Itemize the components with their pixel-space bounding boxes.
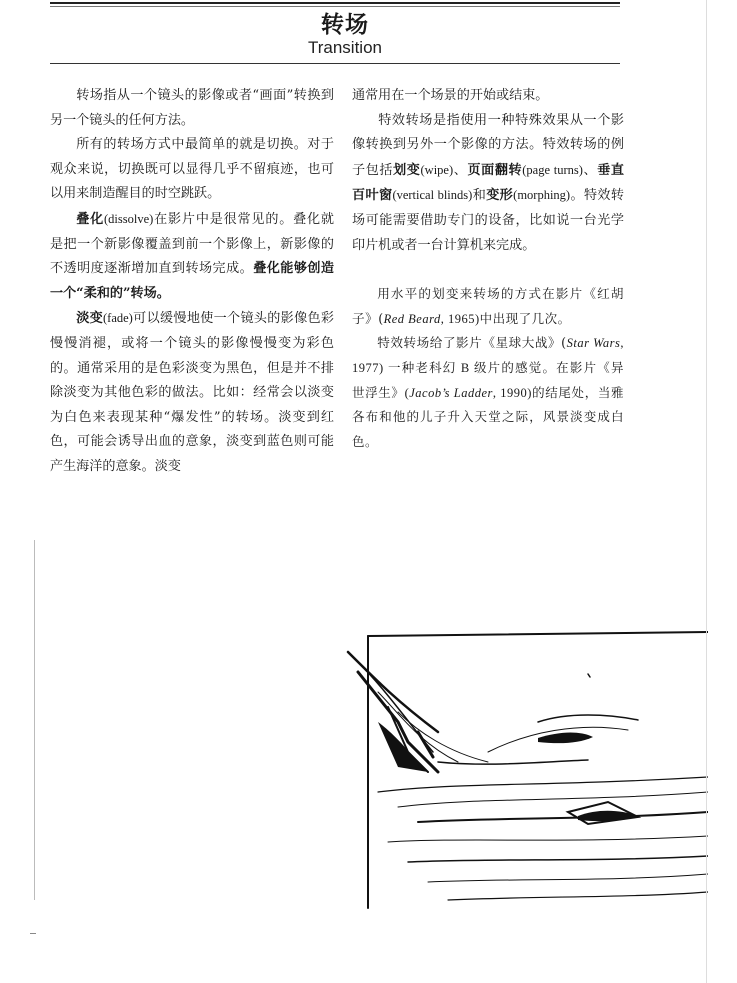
film-title: Jacob’s Ladder	[409, 385, 493, 400]
term-page-turns-en: (page turns)	[522, 162, 583, 177]
paragraph-fade	[50, 306, 334, 479]
separator: 、	[582, 162, 598, 178]
page-subtitle: Transition	[307, 38, 382, 57]
caption-text: 特效转场给了影片《星球大战》(	[377, 335, 567, 351]
effects-text-end: 。特效转场可能需要借助专门的设备，比如说一台光学印片机或者一台计算机来完成。	[352, 188, 625, 253]
term-fade-en: (fade)	[103, 311, 133, 326]
term-vertical-blinds: 垂直百叶窗	[352, 162, 625, 204]
caption-text: , 1977) 一种老科幻 B 级片的感觉。在影片《异世浮生》(	[352, 336, 624, 400]
term-fade: 淡变	[76, 311, 104, 327]
term-dissolve: 叠化	[76, 211, 104, 227]
paragraph-cut: 所有的转场方式中最简单的就是切换。对于观众来说，切换既可以显得几乎不留痕迹，也可以用来制造醒目的时空跳跃。	[50, 137, 334, 202]
term-wipe-en: (wipe)	[420, 162, 454, 177]
term-page-turns: 页面翻转	[467, 162, 523, 178]
paragraph-definition: 转场指从一个镜头的影像或者“画面”转换到另一个镜头的任何方法。	[50, 88, 334, 128]
film-title: Red Beard	[383, 311, 441, 326]
fade-text: 可以缓慢地使一个镜头的影像色彩慢慢消褪，或将一个镜头的影像慢慢变为彩色的。通常采用的是色彩淡变为黑色，但是并不排除淡变为其他色彩的做法。比如：经常会以淡变为白色来表现某种“爆发性”的转场。淡变到红色，可能会诱导出血的意象，淡变到蓝色则可能产生海洋的意象。淡变	[50, 311, 335, 474]
margin-line	[34, 540, 35, 900]
paragraph-dissolve	[50, 207, 334, 306]
caption-text: 用水平的划变来转场的方式在影片《红胡子》(	[352, 286, 624, 326]
separator: 、	[453, 162, 468, 178]
term-morphing: 变形	[486, 188, 514, 204]
right-column	[352, 84, 624, 454]
caption-text: , 1965)中出现了几次。	[440, 311, 571, 326]
film-title: Star Wars	[566, 336, 621, 351]
caption-star-wars	[352, 331, 624, 454]
margin-tick	[30, 933, 36, 934]
caption-text: , 1990)的结尾处，当雅各布和他的儿子升入天堂之际，风景淡变成白色。	[352, 385, 624, 449]
storyboard-sketch	[338, 612, 708, 912]
caption-red-beard	[352, 282, 624, 331]
paragraph-fade-continued: 通常用在一个场景的开始或结束。	[352, 88, 549, 103]
term-vertical-blinds-en: (vertical blinds)	[392, 188, 473, 203]
page-title: 转场	[321, 11, 369, 38]
term-wipe: 划变	[393, 162, 421, 178]
header-rule	[50, 63, 620, 64]
term-dissolve-en: (dissolve)	[104, 211, 154, 226]
top-rule	[50, 2, 620, 4]
dissolve-text: 在影片中是很常见的。叠化就是把一个新影像覆盖到前一个影像上，新影像的不透明度逐渐增加直到转场完成。	[50, 211, 335, 277]
term-morphing-en: (morphing)	[513, 188, 571, 203]
paragraph-special-effects	[352, 109, 624, 259]
dissolve-emphasis: 叠化能够创造一个“柔和的”转场。	[50, 261, 335, 301]
left-column	[50, 84, 334, 480]
effects-text: 特效转场是指使用一种特殊效果从一个影像转换到另外一个影像的方法。特效转场的例子包括	[352, 112, 624, 178]
conjunction: 和	[472, 188, 487, 204]
page-edge	[706, 0, 707, 983]
